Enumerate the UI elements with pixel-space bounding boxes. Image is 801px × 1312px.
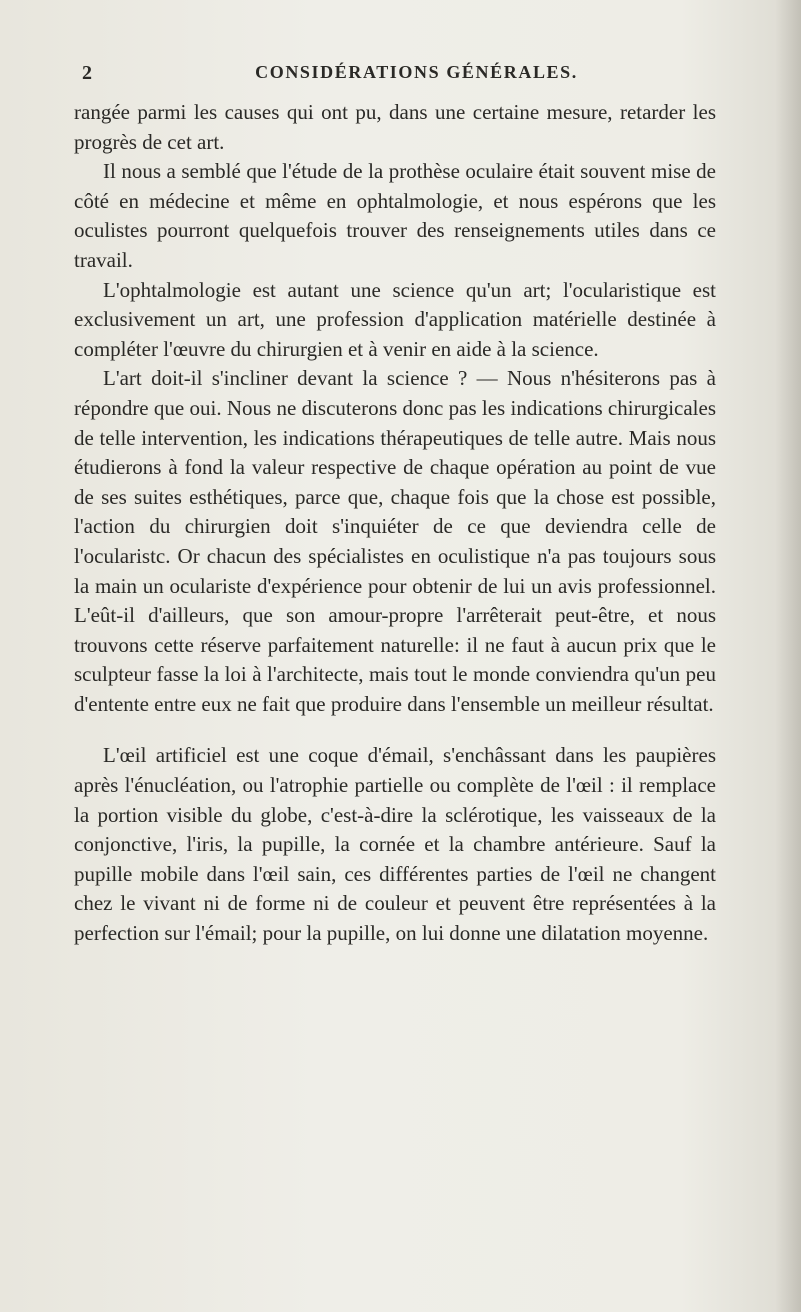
paragraph-continued: rangée parmi les causes qui ont pu, dans une certaine mesure, retarder les progrès de cet art.	[74, 100, 716, 154]
page-number: 2	[82, 62, 93, 84]
paragraph-prothese: Il nous a semblé que l'étude de la prothèse oculaire était souvent mise de côté en médecine et même en ophtalmologie, et nous espérons que les oculistes pourront quelquefois trouver des renseignements utiles dans ce travail.	[74, 159, 716, 272]
paragraph-ophtalmologie: L'ophtalmologie est autant une science qu'un art; l'ocularistique est exclusivement un art, une profession d'application matérielle destinée à compléter l'œuvre du chirurgien et à venir en aide à la science.	[74, 277, 716, 361]
running-title: CONSIDÉRATIONS GÉNÉRALES.	[255, 62, 578, 82]
paragraph-art-science: L'art doit-il s'incliner devant la science ? — Nous n'hésiterons pas à répondre que oui. Nous ne discuterons donc pas les indications chirurgicales de telle intervention, les indications thérapeutiques de telle autre. Mais nous étudierons à fond la valeur respective de chaque opération au point de vue de ses suites esthétiques, parce que, chaque fois que la chose est possible, l'action du chirurgien doit s'inquiéter de ce que deviendra celle de l'ocularistc. Or chacun des spécialistes en oculistique n'a pas toujours sous la main un oculariste d'expérience pour obtenir de lui un avis professionnel. L'eût-il d'ailleurs, que son amour-propre l'arrêterait peut-être, et nous trouvons cette réserve parfaitement naturelle: il ne faut à aucun prix que le sculpteur fasse la loi à l'architecte, mais tout le monde conviendra qu'un peu d'entente entre eux ne fait que produire dans l'ensemble un meilleur résultat.	[74, 366, 716, 716]
page-edge-shadow	[775, 0, 801, 1312]
paragraph-oeil-artificiel: L'œil artificiel est une coque d'émail, s'enchâssant dans les paupières après l'énucléation, ou l'atrophie partielle ou complète de l'œil : il remplace la portion visible du globe, c'est-à-dire la sclérotique, les vaisseaux de la conjonctive, l'iris, la pupille, la cornée et la chambre antérieure. Sauf la pupille mobile dans l'œil sain, ces différentes parties de l'œil ne changent chez le vivant ni de forme ni de couleur et peuvent être représentées à la perfection sur l'émail; pour la pupille, on lui donne une dilatation moyenne.	[74, 743, 716, 946]
body-text	[74, 98, 716, 949]
running-head	[74, 62, 719, 86]
